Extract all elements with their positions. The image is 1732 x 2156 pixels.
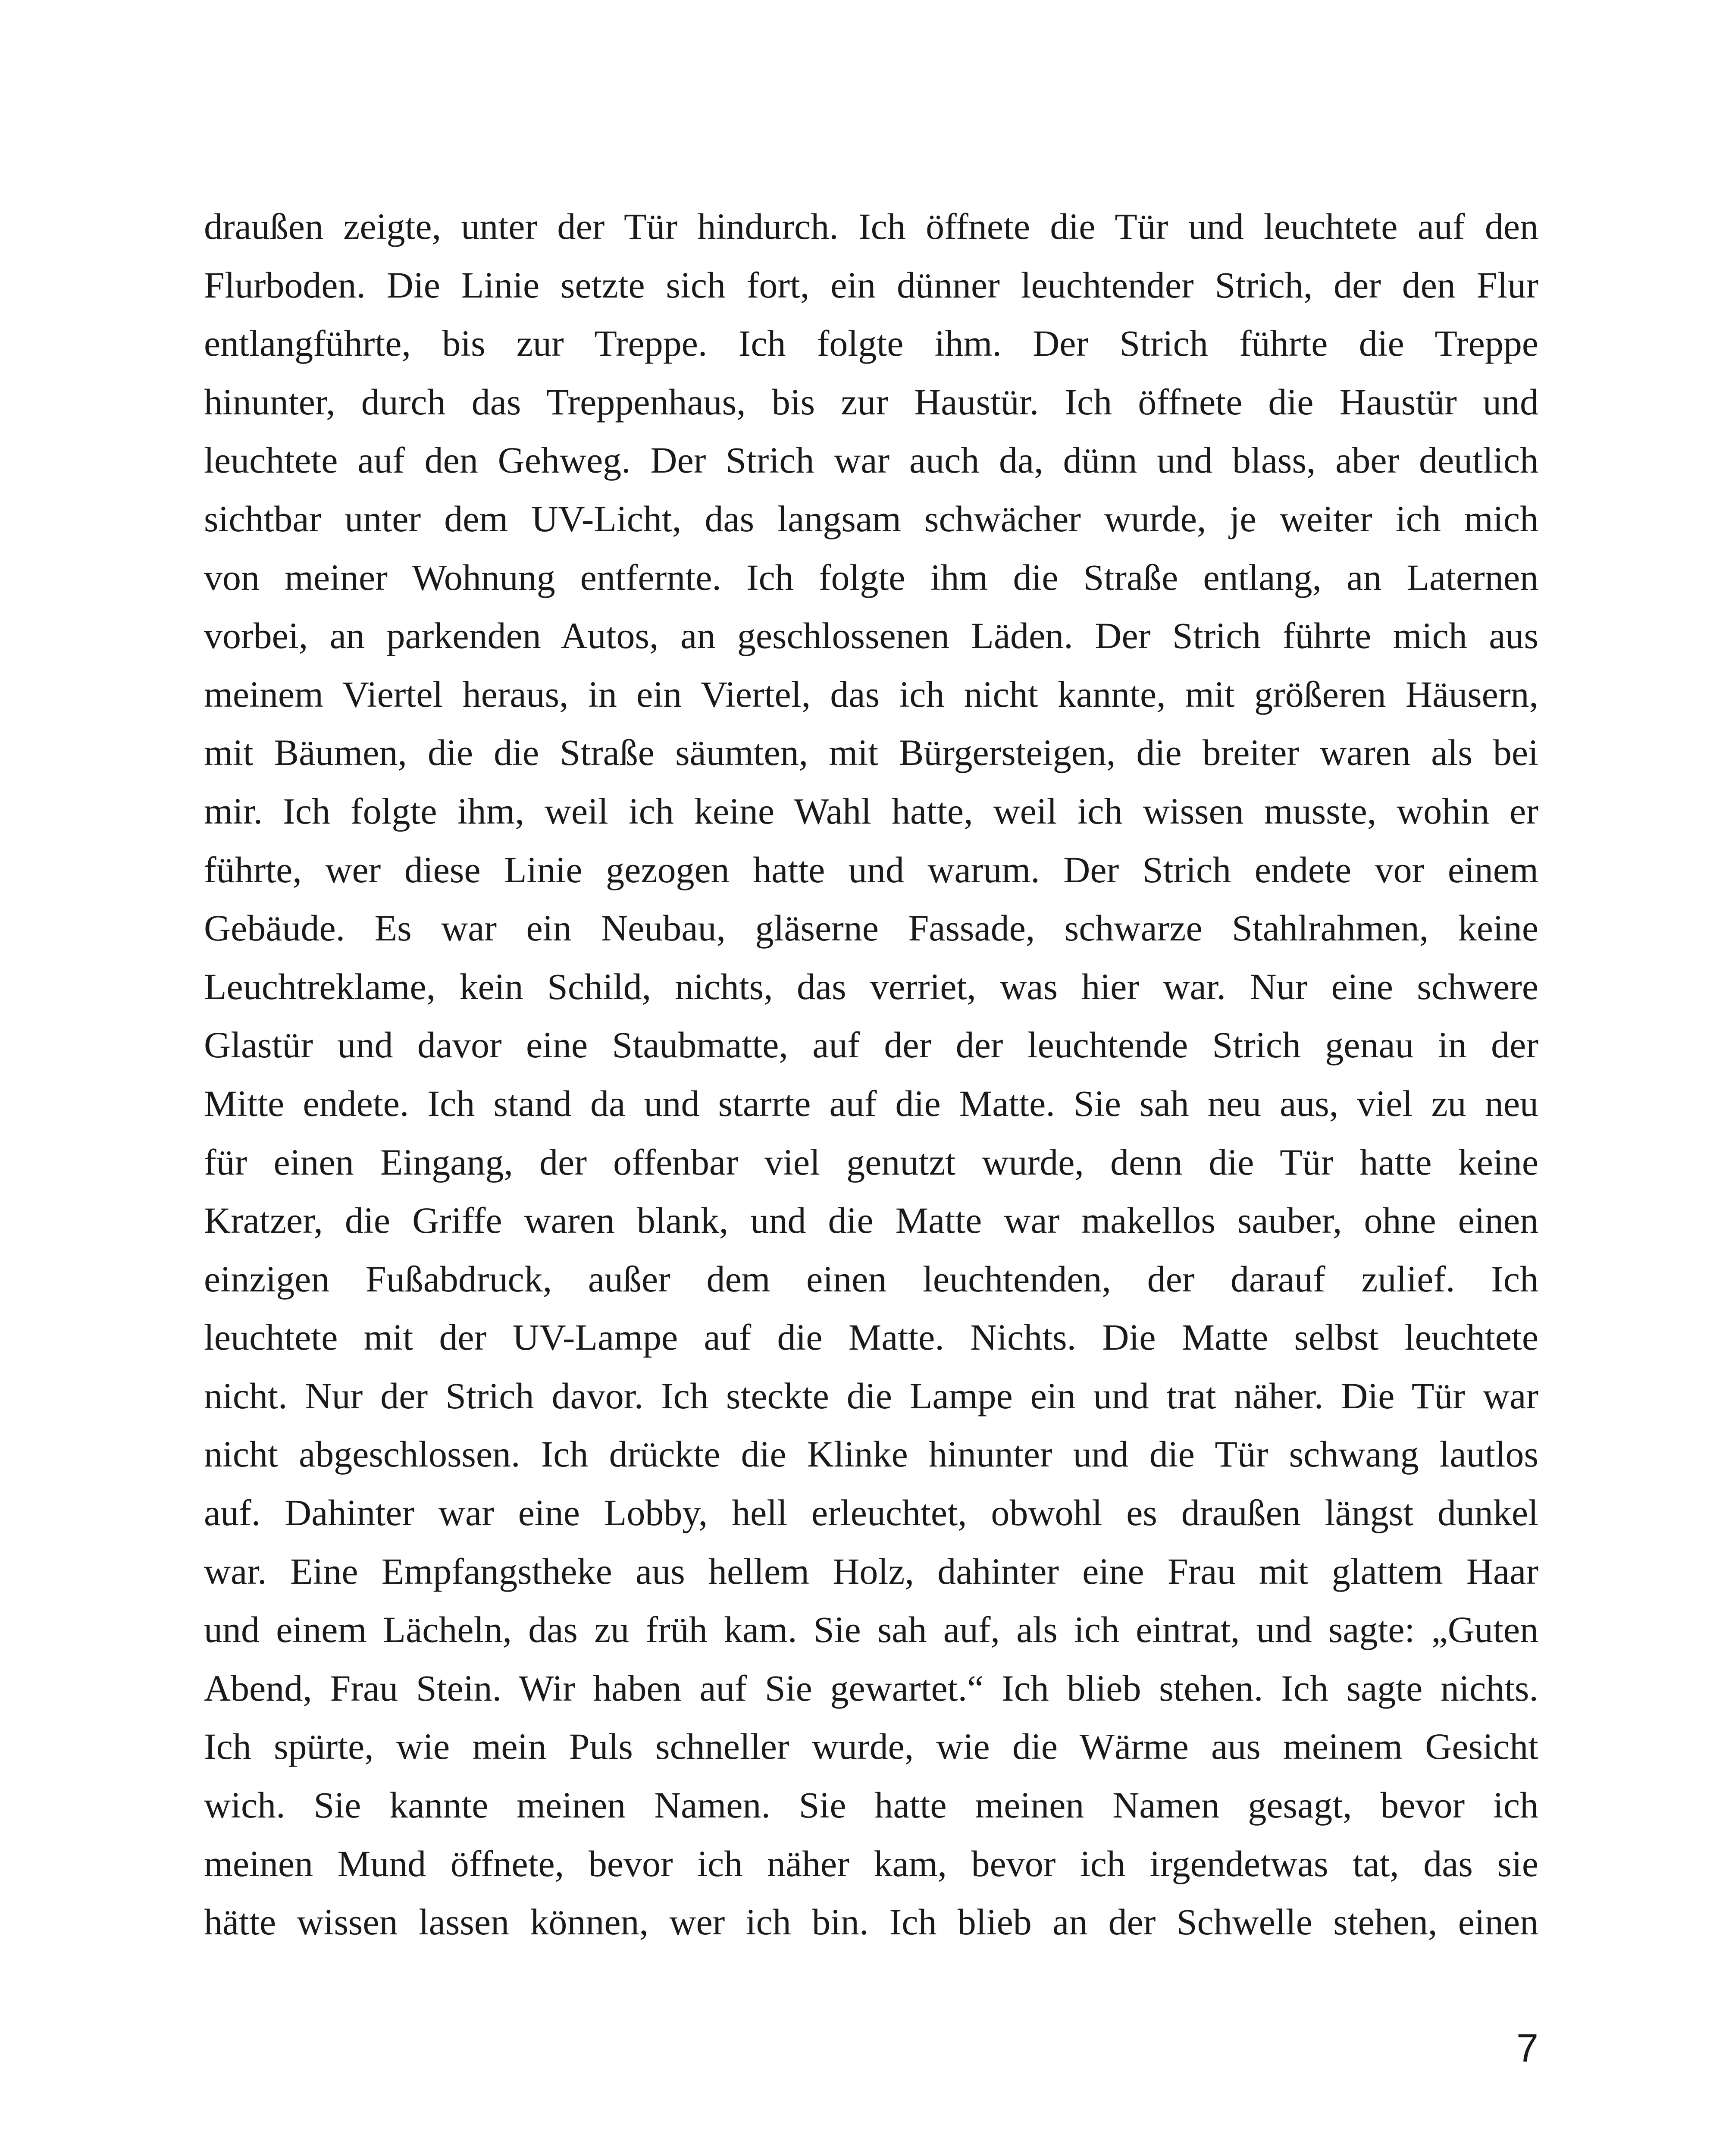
text-line: vorbei, an parkenden Autos, an geschlossenen Läden. Der Strich führte mich aus	[204, 615, 1538, 657]
text-line: war. Eine Empfangstheke aus hellem Holz, dahinter eine Frau mit glattem Haar	[204, 1550, 1538, 1592]
text-line: Kratzer, die Griffe waren blank, und die Matte war makellos sauber, ohne einen	[204, 1200, 1538, 1241]
text-line: von meiner Wohnung entfernte. Ich folgte ihm die Straße entlang, an Laternen	[204, 556, 1538, 598]
text-line: führte, wer diese Linie gezogen hatte und warum. Der Strich endete vor einem	[204, 849, 1538, 890]
text-line: hätte wissen lassen können, wer ich bin. Ich blieb an der Schwelle stehen, einen	[204, 1901, 1538, 1943]
text-line: leuchtete mit der UV-Lampe auf die Matte. Nichts. Die Matte selbst leuchtete	[204, 1316, 1538, 1358]
text-line: Ich spürte, wie mein Puls schneller wurde, wie die Wärme aus meinem Gesicht	[204, 1726, 1538, 1767]
text-line: entlangführte, bis zur Treppe. Ich folgte ihm. Der Strich führte die Treppe	[204, 323, 1538, 364]
text-line: Abend, Frau Stein. Wir haben auf Sie gewartet.“ Ich blieb stehen. Ich sagte nichts.	[204, 1667, 1538, 1709]
text-line: Mitte endete. Ich stand da und starrte auf die Matte. Sie sah neu aus, viel zu neu	[204, 1082, 1538, 1124]
text-line: einzigen Fußabdruck, außer dem einen leuchtenden, der darauf zulief. Ich	[204, 1258, 1538, 1300]
text-line: hinunter, durch das Treppenhaus, bis zur Haustür. Ich öffnete die Haustür und	[204, 381, 1538, 423]
text-line: nicht. Nur der Strich davor. Ich steckte die Lampe ein und trat näher. Die Tür war	[204, 1375, 1538, 1416]
text-line: mir. Ich folgte ihm, weil ich keine Wahl hatte, weil ich wissen musste, wohin er	[204, 790, 1538, 832]
text-line: leuchtete auf den Gehweg. Der Strich war auch da, dünn und blass, aber deutlich	[204, 439, 1538, 481]
text-line: meinem Viertel heraus, in ein Viertel, das ich nicht kannte, mit größeren Häusern,	[204, 673, 1538, 715]
text-line: Flurboden. Die Linie setzte sich fort, ein dünner leuchtender Strich, der den Flur	[204, 264, 1538, 306]
text-line: Leuchtreklame, kein Schild, nichts, das verriet, was hier war. Nur eine schwere	[204, 965, 1538, 1007]
text-line: für einen Eingang, der offenbar viel genutzt wurde, denn die Tür hatte keine	[204, 1141, 1538, 1183]
text-line: sichtbar unter dem UV-Licht, das langsam schwächer wurde, je weiter ich mich	[204, 498, 1538, 539]
text-line: wich. Sie kannte meinen Namen. Sie hatte meinen Namen gesagt, bevor ich	[204, 1784, 1538, 1826]
text-line: meinen Mund öffnete, bevor ich näher kam, bevor ich irgendetwas tat, das sie	[204, 1843, 1538, 1884]
text-line: Gebäude. Es war ein Neubau, gläserne Fassade, schwarze Stahlrahmen, keine	[204, 907, 1538, 949]
text-line: nicht abgeschlossen. Ich drückte die Klinke hinunter und die Tür schwang lautlos	[204, 1433, 1538, 1475]
text-line: mit Bäumen, die die Straße säumten, mit Bürgersteigen, die breiter waren als bei	[204, 732, 1538, 774]
text-line: Glastür und davor eine Staubmatte, auf der der leuchtende Strich genau in der	[204, 1024, 1538, 1066]
body-paragraph	[204, 197, 1538, 1952]
text-line: auf. Dahinter war eine Lobby, hell erleuchtet, obwohl es draußen längst dunkel	[204, 1492, 1538, 1534]
page-number: 7	[1516, 2026, 1538, 2070]
text-line: und einem Lächeln, das zu früh kam. Sie sah auf, als ich eintrat, und sagte: „Guten	[204, 1609, 1538, 1651]
text-line: draußen zeigte, unter der Tür hindurch. Ich öffnete die Tür und leuchtete auf den	[204, 206, 1538, 247]
